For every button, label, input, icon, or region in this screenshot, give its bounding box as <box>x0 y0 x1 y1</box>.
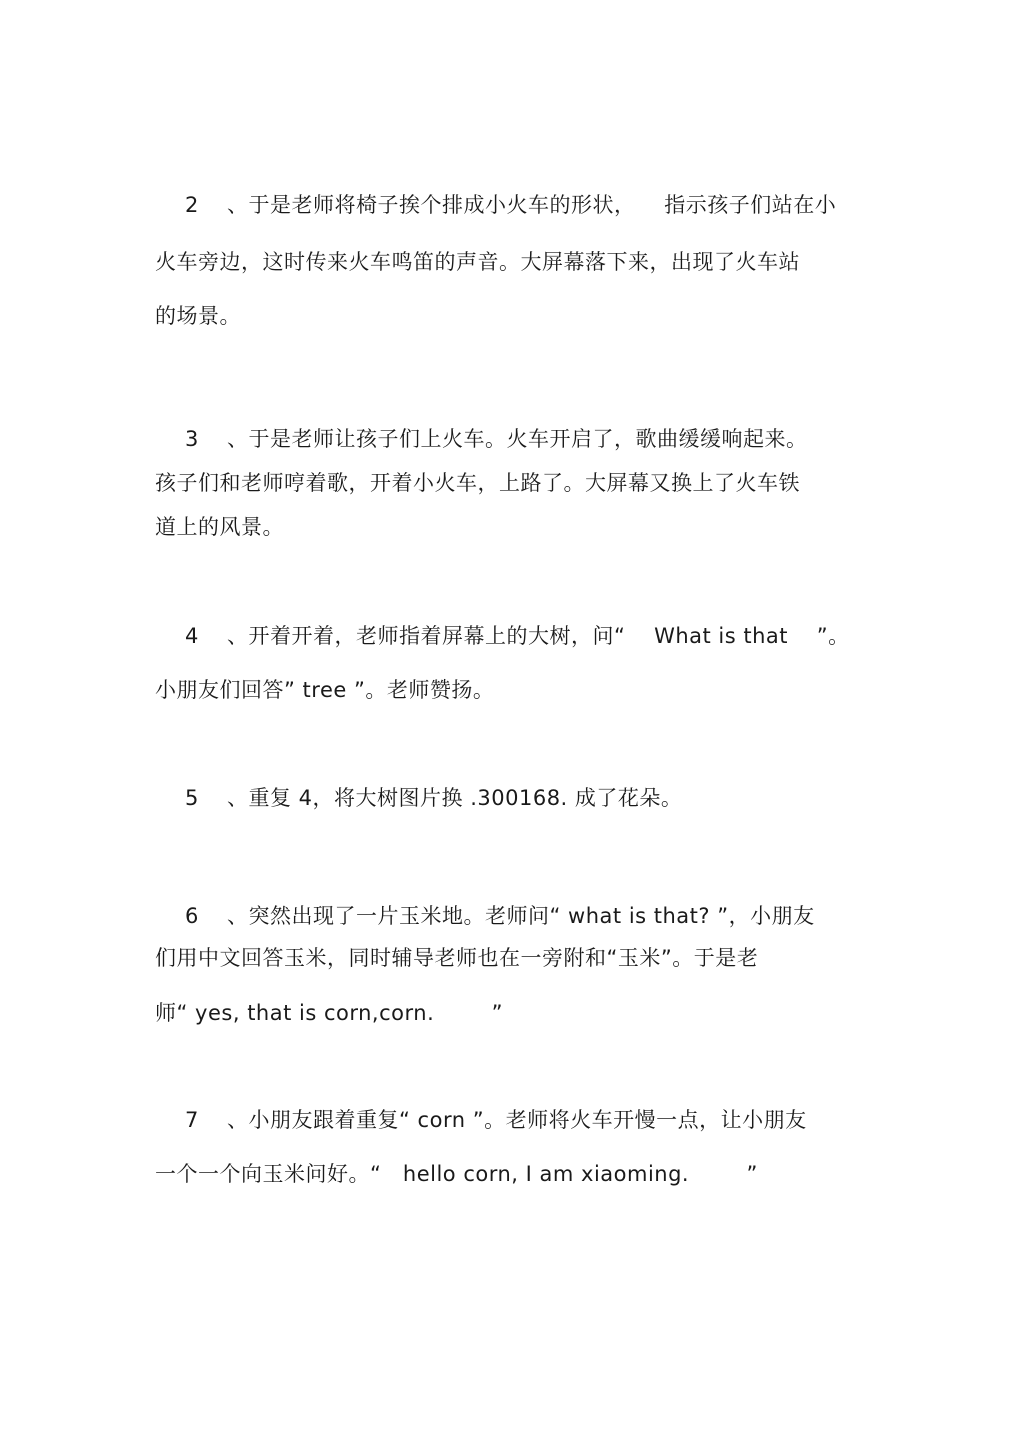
paragraph-2-text-1: 、于是老师将椅子挨个排成小火车的形状， 指示孩子们站在小 <box>227 193 837 217</box>
paragraph-7-number: 7 <box>185 1108 199 1132</box>
paragraph-3-line-2: 孩子们和老师哼着歌，开着小火车，上路了。大屏幕又换上了火车铁 <box>155 471 800 495</box>
paragraph-3-text-1: 、于是老师让孩子们上火车。火车开启了，歌曲缓缓响起来。 <box>227 427 808 451</box>
paragraph-3-line-1 <box>155 426 808 452</box>
paragraph-2-line-3: 的场景。 <box>155 304 241 328</box>
paragraph-4-number: 4 <box>185 624 199 648</box>
paragraph-2-number: 2 <box>185 193 199 217</box>
paragraph-6-number: 6 <box>185 904 199 928</box>
paragraph-2-line-1 <box>155 192 836 218</box>
paragraph-4-line-1 <box>155 623 850 649</box>
paragraph-7-line-2: 一个一个向玉米问好。“ hello corn, I am xiaoming. ” <box>155 1162 758 1186</box>
paragraph-4-line-2: 小朋友们回答” tree ”。老师赞扬。 <box>155 678 495 702</box>
paragraph-7-text-1: 、小朋友跟着重复“ corn ”。老师将火车开慢一点，让小朋友 <box>227 1108 807 1132</box>
paragraph-5-text-1: 、重复 4，将大树图片换 .300168. 成了花朵。 <box>227 786 683 810</box>
paragraph-6-line-2: 们用中文回答玉米，同时辅导老师也在一旁附和“玉米”。于是老 <box>155 946 759 970</box>
paragraph-3-number: 3 <box>185 427 199 451</box>
paragraph-7-line-1 <box>155 1107 807 1133</box>
paragraph-6-text-1: 、突然出现了一片玉米地。老师问“ what is that? ”，小朋友 <box>227 904 815 928</box>
paragraph-6-line-3: 师“ yes, that is corn,corn. ” <box>155 1001 504 1025</box>
paragraph-6-line-1 <box>155 903 815 929</box>
paragraph-3-line-3: 道上的风景。 <box>155 515 284 539</box>
paragraph-2-line-2: 火车旁边，这时传来火车鸣笛的声音。大屏幕落下来，出现了火车站 <box>155 250 800 274</box>
paragraph-5-line-1 <box>155 785 682 811</box>
paragraph-4-text-1: 、开着开着，老师指着屏幕上的大树，问“ What is that ”。 <box>227 624 850 648</box>
paragraph-5-number: 5 <box>185 786 199 810</box>
